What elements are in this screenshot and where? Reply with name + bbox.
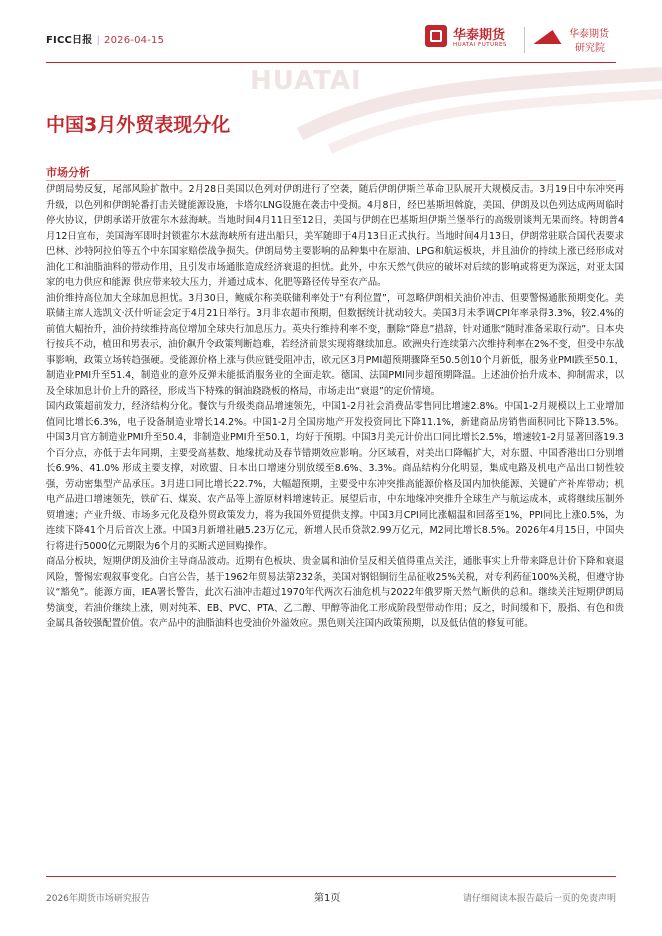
- page-title: 中国3月外贸表现分化: [46, 114, 231, 136]
- page-number: 第1页: [314, 893, 341, 904]
- header-divider: [46, 62, 616, 63]
- logo-divider: [524, 27, 525, 53]
- research-institute-logo: [536, 24, 626, 58]
- paragraph: 国内政策超前发力，经济结构分化。餐饮与升级类商品增速领先，中国1-2月社会消费品零售同比增速2.8%。中国1-2月规模以上工业增加值同比增长6.3%，电子设备制造业增长14.2%。中国1-2月全国房地产开发投资同比下降11.1%，新建商品房销售面积同比下降13.5%。中国3月官方制造业PMI升至50.4，非制造业PMI升至50.1，均好于预期。中国3月美元计价出口同比增长2.5%，增速较1-2月显著回落19.3个百分点，亦低于去年同期，主要受高基数、地缘扰动及春节错期效应影响。分区域看，对美出口降幅扩大，对东盟、中国香港出口分别增长6.9%、41.0% 形成主要支撑，对欧盟、日本出口增速分别放缓至8.6%、3.3%。商品结构分化明显，集成电路及机电产品出口韧性较强，劳动密集型产品承压。3月进口同比增长22.7%，大幅超预期，主要受中东冲突推高能源价格及国内加快能源、关键矿产补库带动；机电产品进口增速领先，铁矿石、煤炭、农产品等上游原材料增速转正。展望后市，中东地缘冲突推升全球生产与航运成本，或将继续压制外贸增速；产业升级、市场多元化及稳外贸政策发力，将为我国外贸提供支撑。中国3月CPI同比涨幅温和回落至1%，PPI同比上涨0.5%，为连续下降41个月后首次上涨。中国3月新增社融5.23万亿元，新增人民币贷款2.99万亿元，M2同比增长8.5%。2026年4月15日，中国央行将进行5000亿元期限为6个月的买断式逆回购操作。: [46, 401, 624, 552]
- banner-wave-graphic: [0, 64, 662, 154]
- section-divider: [46, 180, 616, 181]
- report-name: FICC日报: [46, 35, 93, 46]
- footer-disclaimer: 请仔细阅读本报告最后一页的免责声明: [462, 894, 616, 904]
- paragraph: 商品分板块，短期伊朗及油价主导商品波动。近期有色板块、贵金属和油价呈反相关值得重点关注，通胀事实上升带来降息计价下降和衰退风险，警惕宏观叙事变化。白宫公告，基于1962年贸易法第232条，美国对钢铝铜衍生品征收25%关税，对专利药征100%关税，但遵守协议“豁免”。能源方面，IEA署长警告，此次石油冲击超过1970年代两次石油危机与2022年俄罗斯天然气断供的总和。继续关注短期伊朗局势演变，若油价继续上涨，则对纯苯、EB、PVC、PTA、乙二醇、甲醇等油化工形成阶段型带动作用；反之，时间缓和下，股指、有色和贵金属具备较强配置价值。农产品中的油脂油料也受油价外溢效应。黑色则关注国内政策预期，以及低估值的修复可能。: [46, 556, 624, 629]
- banner-watermark: HUATAI: [250, 66, 362, 96]
- section-title: 市场分析: [46, 166, 90, 179]
- logo-cn-text: 华泰期货: [453, 28, 506, 43]
- title-banner: [0, 64, 662, 154]
- report-header-label: [46, 31, 164, 46]
- huatai-logo-icon: [425, 25, 447, 47]
- paragraph: 伊朗局势反复，尾部风险扩散中。2月28日美国以色列对伊朗进行了空袭，随后伊朗伊斯兰革命卫队展开大规模反击。3月19日中东冲突再升级，以色列和伊朗轮番打击关键能源设施，卡塔尔LNG设施在袭击中受损。4月8日，经巴基斯坦斡旋，美国、伊朗及以色列达成两周临时停火协议，伊朗承诺开放霍尔木兹海峡。当地时间4月11日至12日，美国与伊朗在巴基斯坦伊斯兰堡举行的高级别谈判无果而终。特朗普4月12日宣布，美国海军即时封锁霍尔木兹海峡所有进出船只，美军随即于4月13日正式执行。当地时间4月13日，伊朗常驻联合国代表要求巴林、沙特阿拉伯等五个中东国家赔偿战争损失。伊朗局势主要影响的品种集中在原油、LPG和航运板块，并且油价的持续上涨已经形成对油化工和油脂油料的带动作用，且引发市场通胀造成经济衰退的担忧。此外，中东天然气供应的破坏对后续的影响或将更为深远，对亚太国家的电力供应和能源 供应带来较大压力，并通过成本、化肥等路径传导至农产品。: [46, 184, 624, 288]
- footer-divider: [46, 876, 616, 877]
- header-separator: |: [96, 35, 101, 46]
- research-logo-line1: 华泰期货: [569, 29, 609, 40]
- logo-en-text: HUATAI FUTURES: [453, 42, 507, 48]
- page-header: [0, 0, 662, 64]
- report-date: 2026-04-15: [104, 35, 165, 46]
- research-logo-icon: [533, 30, 566, 44]
- footer-report-name: 2026年期货市场研究报告: [46, 894, 150, 904]
- research-logo-line2: 研究院: [575, 43, 605, 54]
- huatai-futures-logo: [425, 25, 525, 57]
- article-body: [46, 182, 624, 632]
- paragraph: 油价维持高位加大全球加息担忧。3月30日，鲍威尔称美联储利率处于“有利位置”，可忽略伊朗相关油价冲击、但要警惕通胀预期变化。美联储主席人选凯文·沃什听证会定于4月21日举行。3月非农超市预期，但数据统计扰动较大。美国3月未季调CPI年率录得3.3%，较2.4%的前值大幅抬升，油价持续维持高位增加全球央行加息压力。英央行维持利率不变，删除“降息”措辞，针对通胀“随时准备采取行动”。日本央行按兵不动，植田和男表示，油价飙升令政策判断趋难，若经济前景实现将继续加息。欧洲央行连续第六次维持利率在2%不变，但受中东战事影响，政策立场转趋强硬。受能源价格上涨与供应链受阻冲击，欧元区3月PMI超预期骤降至50.5创10个月新低，服务业PMI跌至50.1，制造业PMI升至51.4，制造业的意外反弹未能抵消服务业的全面走软。德国、法国PMI同步超预期降温。上述油价抬升成本、抑制需求，以及全球加息计价上升的路径，形成当下特殊的铜油跷跷板的格局，市场走出“衰退”的定价情境。: [46, 292, 624, 397]
